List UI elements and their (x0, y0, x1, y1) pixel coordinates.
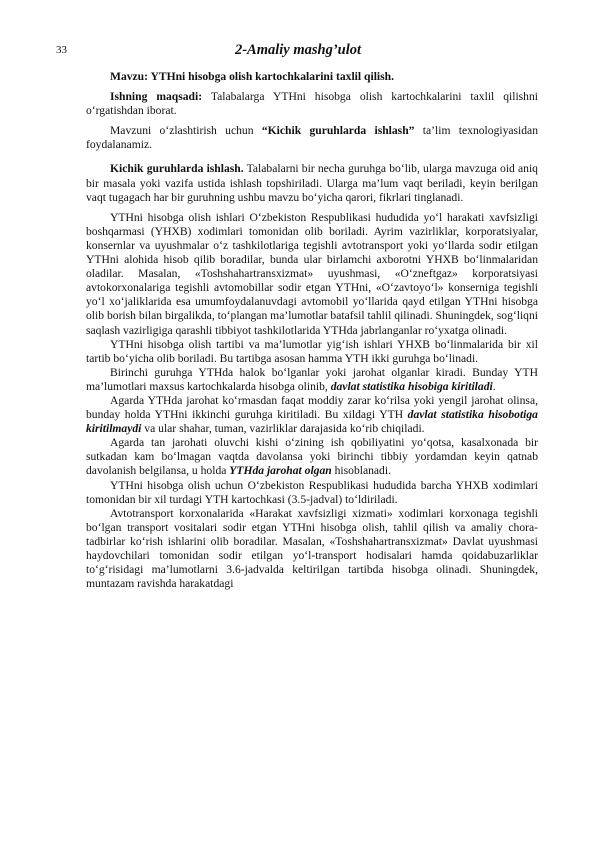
paragraph-4 (86, 394, 538, 436)
group-work-text: Talabalarni bir necha guruhga bo‘lib, ularga mavzuga oid aniq bir masala yoki vazifa ustida ishlash topshiriladi. Ularga ma’lum vaqt beriladi, keyin berilgan vaqt tugagach har bir guruhning ushbu mavzu bo‘yicha qarori, fikrlari tinglanadi. (86, 162, 538, 204)
paragraph-5-text: Agarda tan jarohati oluvchi kishi o‘zining ish qobiliyatini yo‘qotsa, kasalxonada bir sutkadan kam bo‘lmagan vaqtda davolansa yoki birinchi tibbiy yordamdan keyin qatnab davolanish belgilansa, u holda (86, 436, 538, 478)
goal-text: Talabalarga YTHni hisobga olish kartochkalarini taxlil qilishni o‘rgatishdan iborat. (86, 90, 538, 118)
topic-text: Mavzu: YTHni hisobga olish kartochkalarini taxlil qilish. (110, 70, 394, 83)
goal-paragraph (86, 90, 538, 118)
paragraph-5-end: hisoblanadi. (331, 464, 391, 478)
paragraph-4-end: va ular shahar, tuman, vazirliklar darajasida ko‘rib chiqiladi. (141, 422, 425, 436)
paragraph-2: YTHni hisobga olish tartibi va ma’lumotlar yig‘ish ishlari YHXB bo‘linmalarida bir xil tartib bo‘yicha olib boriladi. Bu tartibga asosan hamma YTH ikki guruhga bo‘linadi. (86, 337, 538, 365)
paragraph-3-emphasis: davlat statistika hisobiga kiritiladi (330, 379, 493, 393)
paragraph-4-emphasis: davlat statistika hisobotiga kiritilmaydi (86, 408, 538, 436)
paragraph-3-end: . (492, 379, 496, 393)
group-work-label: Kichik guruhlarda ishlash. (110, 162, 244, 176)
method-paragraph (86, 124, 538, 152)
paragraph-1: YTHni hisobga olish ishlari O‘zbekiston Respublikasi hududida yo‘l harakati xavfsizligi boshqarmasi (YHXB) xodimlari tomonidan olib boriladi. Ayrim vazirliklar, korporatsiyalar, konsernlar va uyushmalar o‘z tashkilotlariga tegishli avtotransport yoki yo‘llarda sodir etilgan YTHni alohida hisob qilib boradilar, bunda ular birlamchi axborotni YHXB bo‘linmalaridan oladilar. Masalan, «Toshshahartransxizmat» uyushmasi, «O‘zneftgaz» korporatsiyasi avtokorxonalariga tegishli avtomobillar sodir etgan YTHni, «O‘zavtoyo‘l» konserniga tegishli yo‘l xo‘jaliklarida esa umumfoydalanuvdagi avtomobil yo‘llarida qayd etilgan YTHni hisobga olib borish bilan birgalikda, to‘plangan ma’lumotlar batafsil tahlil qilinadi. Shuningdek, sog‘liqni saqlash vazirligiga qarashli tibbiyot tashkilotlarida YTHda jabrlanganlar ro‘yxatga olinadi. (86, 210, 538, 337)
method-bold: “Kichik guruhlarda ishlash” (261, 124, 415, 138)
goal-label: Ishning maqsadi: (110, 90, 203, 104)
topic-line (86, 70, 538, 84)
method-post: ta’lim texnologiyasidan foydalanamiz. (86, 124, 538, 152)
paragraph-6: YTHni hisobga olish uchun O‘zbekiston Respublikasi hududida barcha YHXB xodimlari tomonidan bir xil turdagi YTH kartochkasi (3.5-jadval) to‘ldiriladi. (86, 478, 538, 506)
paragraph-7: Avtotransport korxonalarida «Harakat xavfsizligi xizmati» xodimlari korxonaga tegishli bo‘lgan transport vositalari sodir etgan YTHni hisobga olish, tahlil qilish va amaliy chora-tadbirlar ko‘rish ishlarini olib boradilar. Masalan, «Toshshahartransxizmat» Davlat uyushmasi haydovchilari tomonidan sodir etilgan yo‘l-transport hodisalari hamda qoidabuzarliklar to‘g‘risidagi ma’lumotlarni 3.6-jadvalda keltirilgan tartibda hisobga olinadi. Shuningdek, muntazam ravishda harakatdagi (86, 506, 538, 591)
paragraph-5-emphasis: YTHda jarohat olgan (229, 464, 332, 478)
page-number: 33 (56, 44, 67, 56)
document-body (86, 70, 538, 591)
method-pre: Mavzuni o‘zlashtirish uchun (110, 124, 262, 138)
paragraph-3 (86, 366, 538, 394)
paragraph-4-text: Agarda YTHda jarohat ko‘rmasdan faqat moddiy zarar ko‘rilsa yoki yengil jarohat olinsa, bunday holda YTHni ikkinchi guruhga kiritiladi. Bu xildagi YTH (86, 393, 538, 422)
page-title: 2-Amaliy mashg’ulot (234, 42, 362, 58)
paragraph-5 (86, 436, 538, 478)
group-work-paragraph (86, 162, 538, 204)
paragraph-3-text: Birinchi guruhga YTHda halok bo‘lganlar yoki jarohat olganlar kiradi. Bunday YTH ma’lumotlari maxsus kartochkalarda hisobga olinib, (86, 365, 538, 393)
